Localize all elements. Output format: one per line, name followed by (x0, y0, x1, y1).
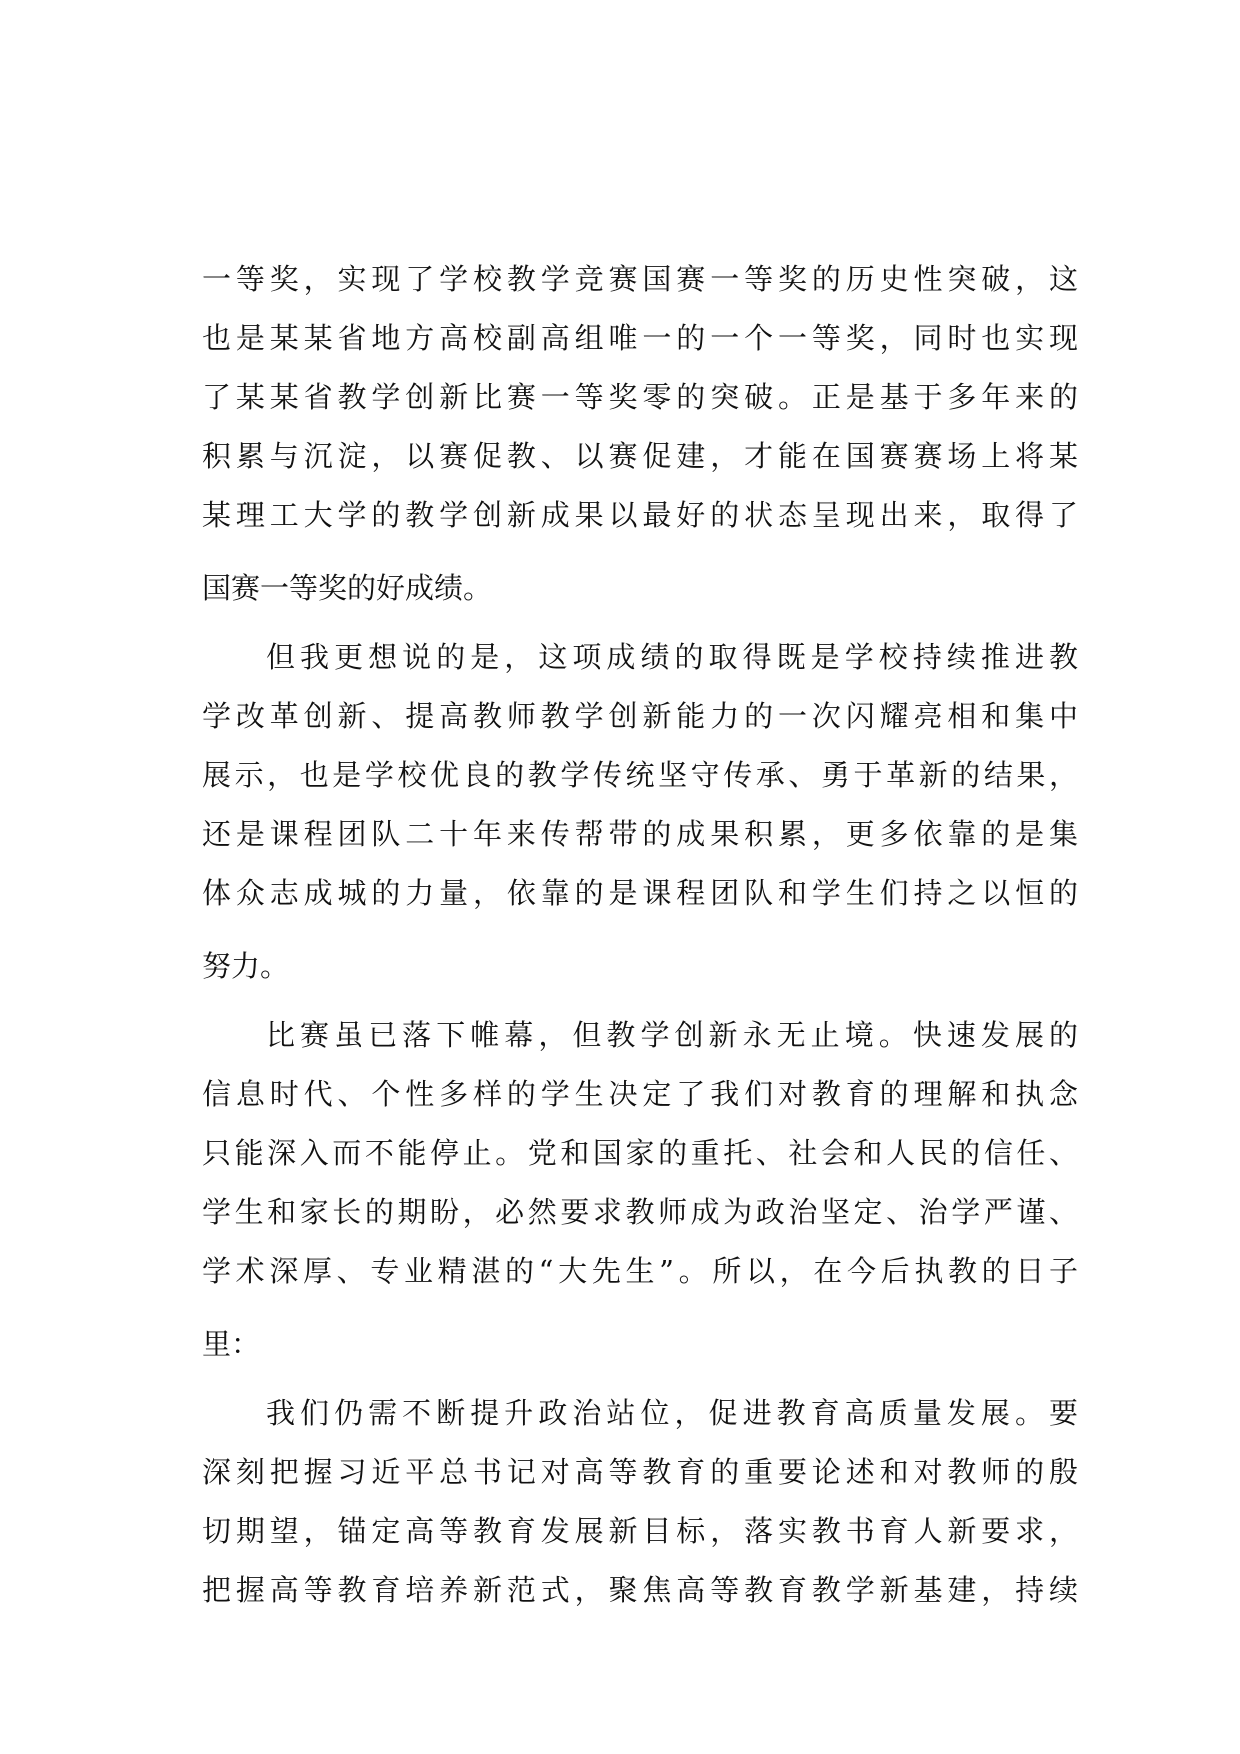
text-line: 了某某省教学创新比赛一等奖零的突破。正是基于多年来的 (202, 380, 1078, 414)
text-line: 只能深入而不能停止。党和国家的重托、社会和人民的信任、 (202, 1136, 1078, 1170)
text-line: 比赛虽已落下帷幕，但教学创新永无止境。快速发展的 (266, 1018, 1078, 1052)
text-line: 学生和家长的期盼，必然要求教师成为政治坚定、治学严谨、 (202, 1195, 1078, 1229)
text-line: 我们仍需不断提升政治站位，促进教育高质量发展。要 (266, 1396, 1078, 1430)
text-line: 某理工大学的教学创新成果以最好的状态呈现出来，取得了 (202, 498, 1078, 532)
text-line: 切期望，锚定高等教育发展新目标，落实教书育人新要求， (202, 1514, 1078, 1548)
text-line: 展示，也是学校优良的教学传统坚守传承、勇于革新的结果， (202, 758, 1078, 792)
text-line: 把握高等教育培养新范式，聚焦高等教育教学新基建，持续 (202, 1573, 1078, 1607)
text-line: 一等奖，实现了学校教学竞赛国赛一等奖的历史性突破，这 (202, 262, 1078, 296)
text-line: 国赛一等奖的好成绩。 (202, 571, 493, 605)
paragraph-4 (202, 1384, 1078, 1620)
paragraph-3 (202, 1006, 1078, 1374)
text-line: 还是课程团队二十年来传帮带的成果积累，更多依靠的是集 (202, 817, 1078, 851)
text-line: 体众志成城的力量，依靠的是课程团队和学生们持之以恒的 (202, 876, 1078, 910)
text-line: 学改革创新、提高教师教学创新能力的一次闪耀亮相和集中 (202, 699, 1078, 733)
text-line: 深刻把握习近平总书记对高等教育的重要论述和对教师的殷 (202, 1455, 1078, 1489)
paragraph-2 (202, 628, 1078, 996)
document-body (202, 250, 1078, 1620)
text-line: 学术深厚、专业精湛的“大先生”。所以，在今后执教的日子 (202, 1254, 1078, 1288)
text-line: 里： (202, 1327, 261, 1361)
text-line: 努力。 (202, 949, 290, 983)
text-line: 但我更想说的是，这项成绩的取得既是学校持续推进教 (266, 640, 1078, 674)
text-line: 信息时代、个性多样的学生决定了我们对教育的理解和执念 (202, 1077, 1078, 1111)
text-line: 也是某某省地方高校副高组唯一的一个一等奖，同时也实现 (202, 321, 1078, 355)
text-line: 积累与沉淀，以赛促教、以赛促建，才能在国赛赛场上将某 (202, 439, 1078, 473)
paragraph-1 (202, 250, 1078, 618)
